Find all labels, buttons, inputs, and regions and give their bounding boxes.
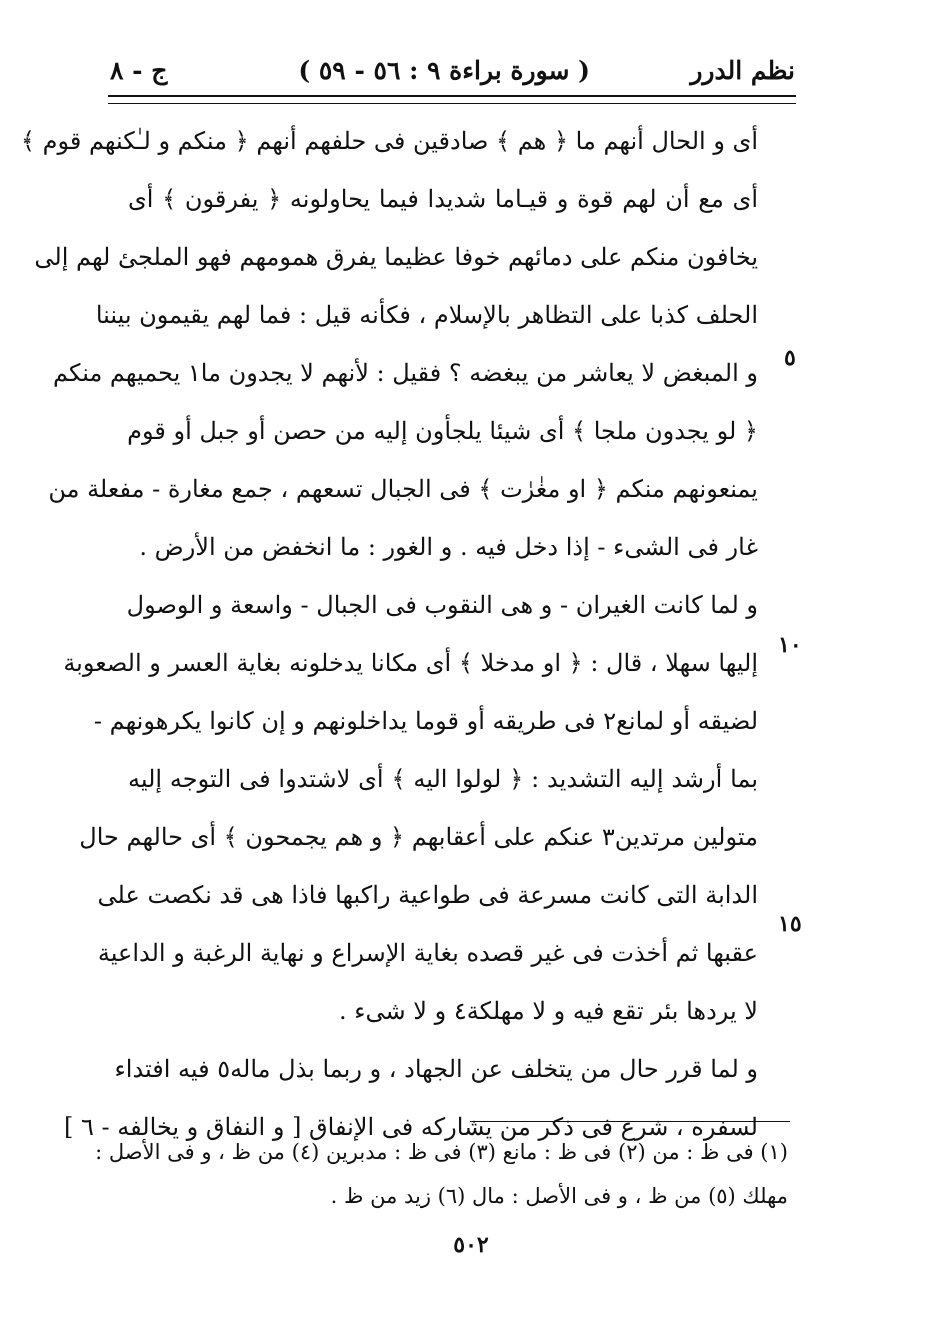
text-line: الدابة التى كانت مسرعة فى طواعية راكبها فاذا هى قد نكصت على <box>97 881 758 909</box>
text-line: غار فى الشىء - إذا دخل فيه . و الغور : ما انخفض من الأرض . <box>139 533 758 561</box>
surah-reference: ( سورة براءة ٩ : ٥٦ - ٥٩ ) <box>298 56 590 85</box>
header-rule <box>108 95 796 104</box>
book-title: نظم الدرر <box>690 56 795 85</box>
footnotes <box>95 1130 788 1218</box>
text-line: متولين مرتدين٣ عنكم على أعقابهم ﴿ و هم يجمحون ﴾ أى حالهم حال <box>79 823 758 851</box>
text-line: و لما كانت الغيران - و هى النقوب فى الجبال - واسعة و الوصول <box>126 591 758 619</box>
text-line: إليها سهلا ، قال : ﴿ او مدخلا ﴾ أى مكانا يدخلونه بغاية العسر و الصعوبة <box>63 649 758 677</box>
line-number-10: ١٠ <box>778 632 802 658</box>
main-text <box>20 112 758 1156</box>
text-line: و لما قرر حال من يتخلف عن الجهاد ، و ربما بذل ماله٥ فيه افتداء <box>114 1055 758 1083</box>
line-number-15: ١٥ <box>778 911 802 937</box>
text-line: يمنعونهم منكم ﴿ او مغٰرٰت ﴾ فى الجبال تسعهم ، جمع مغارة - مفعلة من <box>48 475 758 503</box>
page-number: ٥٠٢ <box>453 1232 489 1258</box>
footnote-line: مهلك (٥) من ظ ، و فى الأصل : مال (٦) زيد من ظ . <box>330 1184 788 1208</box>
line-number-5: ٥ <box>784 345 796 371</box>
text-line: لضيقه أو لمانع٢ فى طريقه أو قوما يداخلونهم و إن كانوا يكرهونهم - <box>93 707 758 735</box>
text-line: لا يردها بئر تقع فيه و لا مهلكة٤ و لا شىء . <box>339 997 758 1025</box>
text-line: و المبغض لا يعاشر من يبغضه ؟ فقيل : لأنهم لا يجدون ما١ يحميهم منكم <box>52 359 758 387</box>
text-line: أى و الحال أنهم ما ﴿ هم ﴾ صادقين فى حلفهم أنهم ﴿ منكم و لـٰكنهم قوم ﴾ <box>20 127 758 155</box>
text-line: بما أرشد إليه التشديد : ﴿ لولوا اليه ﴾ أى لاشتدوا فى التوجه إليه <box>128 765 758 793</box>
footnote-line: (١) فى ظ : من (٢) فى ظ : مانع (٣) فى ظ : مدبرين (٤) من ظ ، و فى الأصل : <box>95 1140 788 1164</box>
text-line: أى مع أن لهم قوة و قيـاما شديدا فيما يحاولونه ﴿ يفرقون ﴾ أى <box>128 185 758 213</box>
volume-number: ج - ٨ <box>110 56 168 85</box>
running-header <box>110 52 795 92</box>
text-line: ﴿ لو يجدون ملجا ﴾ أى شيئا يلجأون إليه من حصن أو جبل أو قوم <box>127 417 758 445</box>
text-line: عقبها ثم أخذت فى غير قصده بغاية الإسراع و نهاية الرغبة و الداعية <box>97 939 758 967</box>
text-line: يخافون منكم على دمائهم خوفا عظيما يفرق همومهم فهو الملجئ لهم إلى <box>34 243 758 271</box>
footnote-rule <box>470 1121 790 1122</box>
text-line: لسفره ، شرع فى ذكر من يشاركه فى الإنفاق [ و النفاق و يخالفه - ٦ ] <box>63 1113 758 1141</box>
text-line: الحلف كذبا على التظاهر بالإسلام ، فكأنه قيل : فما لهم يقيمون بيننا <box>95 301 758 329</box>
